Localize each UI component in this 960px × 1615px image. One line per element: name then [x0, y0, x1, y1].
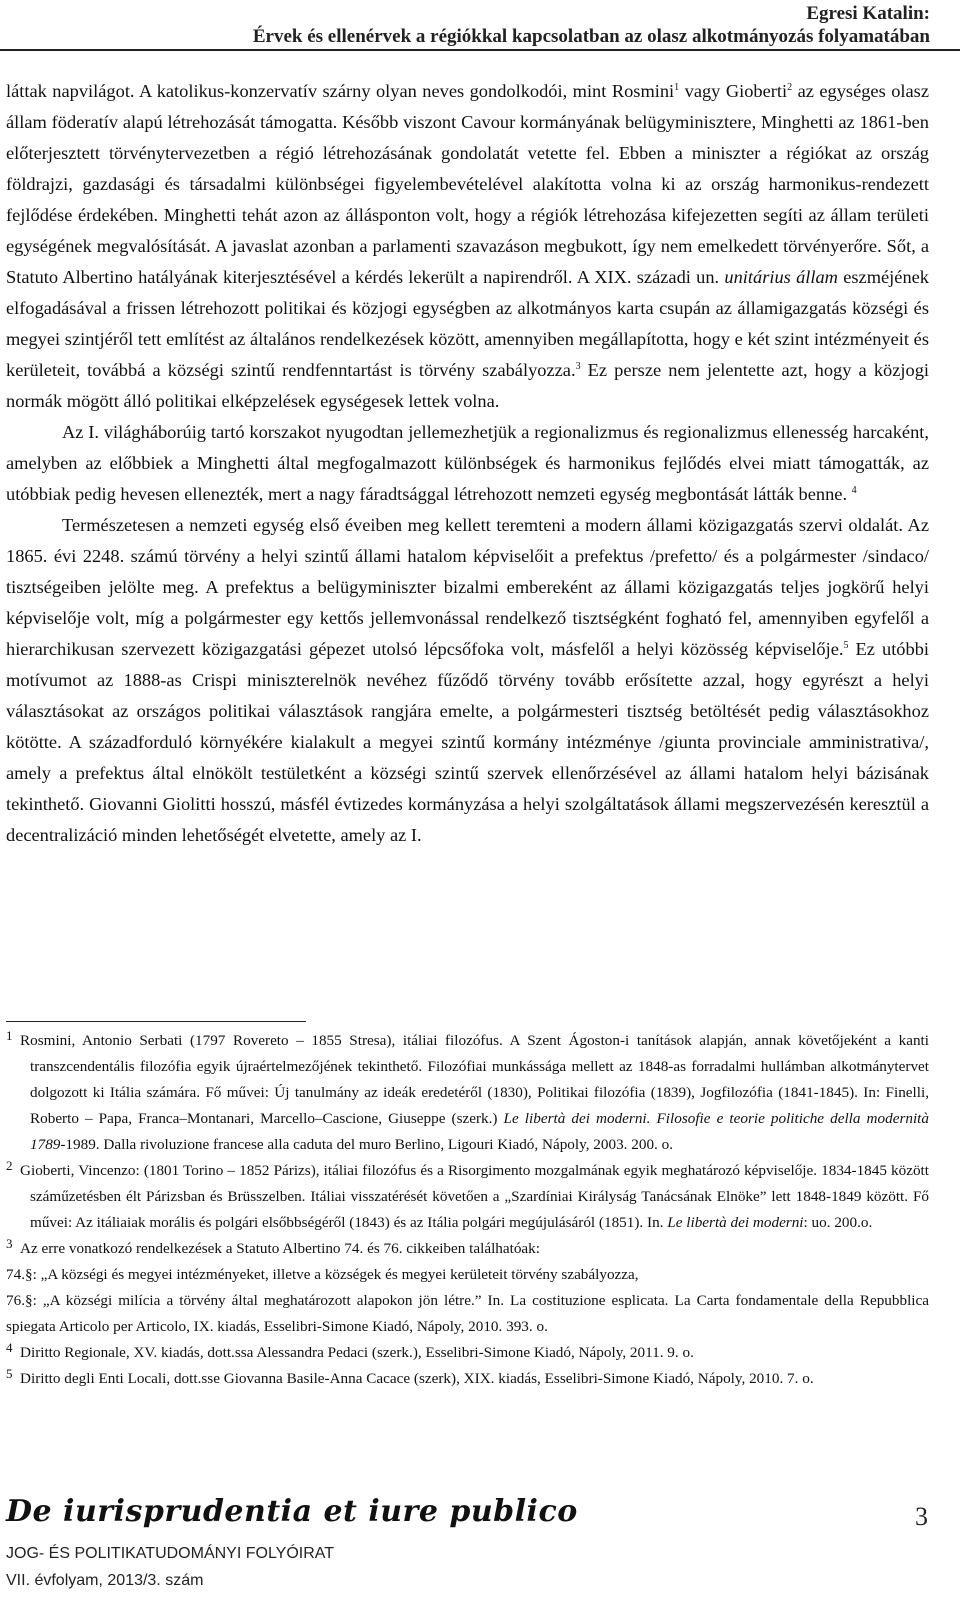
text-span: Rosmini, Antonio Serbati (1797 Rovereto – 1855 Stresa), itáliai filozófus. A Szent Ágoston-i tanítások alapján, annak követőjeként a kanti transzcendentális filozófia egyik újraértelmezőjének tekinthető. Filozófiai munkássága mellett az 1848-as forradalmi hullámban alkotmánytervet dolgozott ki Itália számára. Fő művei: Új tanulmány az ideák eredetéről (1830), Politikai filozófia (1839), Jogfilozófia (1841-1845). In: Finelli, Roberto – Papa, Franca–Montanari, Marcello–Cascione, Giuseppe (szerk.)	[20, 1032, 929, 1127]
header-author: Egresi Katalin:	[806, 3, 930, 24]
journal-issue: VII. évfolyam, 2013/3. szám	[6, 1572, 204, 1589]
main-text	[6, 76, 929, 851]
text-span: Diritto degli Enti Locali, dott.sse Giovanna Basile-Anna Cacace (szerk), XIX. kiadás, Esselibri-Simone Kiadó, Nápoly, 2010. 7. o.	[20, 1370, 814, 1387]
footnote-ref-5[interactable]: 5	[843, 640, 849, 651]
footnote-1: 1 Rosmini, Antonio Serbati (1797 Rovereto – 1855 Stresa), itáliai filozófus. A Szent Ágoston-i tanítások alapján, annak követőjeként a kanti transzcendentális filozófia egyik újraértelmezőjének tekinthető. Filozófiai munkássága mellett az 1848-as forradalmi hullámban alkotmánytervet dolgozott ki Itália számára. Fő művei: Új tanulmány az ideák eredetéről (1830), Politikai filozófia (1839), Jogfilozófia (1841-1845). In: Finelli, Roberto – Papa, Franca–Montanari, Marcello–Cascione, Giuseppe (szerk.) Le libertà dei moderni. Filosofie e teorie politiche della modernità 1789-1989. Dalla rivoluzione francese alla caduta del muro Berlino, Ligouri Kiadó, Nápoly, 2003. 200. o.	[6, 1028, 929, 1153]
footnote-ref-3[interactable]: 3	[575, 361, 581, 372]
footnote-4: 4 Diritto Regionale, XV. kiadás, dott.ssa Alessandra Pedaci (szerk.), Esselibri-Simone Kiadó, Nápoly, 2011. 9. o.	[6, 1340, 694, 1361]
page-number: 3	[915, 1502, 928, 1531]
footnote-separator	[6, 1021, 306, 1022]
running-header	[253, 2, 930, 48]
text-span: : uo. 200.o.	[803, 1214, 873, 1231]
paragraph-3	[6, 510, 929, 851]
journal-logo: De iurisprudentia et iure publico	[6, 1494, 578, 1529]
emphasis: unitárius állam	[724, 267, 838, 287]
text-span: Az I. világháborúig tartó korszakot nyugodtan jellemezhetjük a regionalizmus és regionalizmus ellenesség harcaként, amelyben az előbbiek a Minghetti által megfogalmazott különbségek és harmonikus fejlődés elvei miatt támogatták, az utóbbiak pedig hevesen ellenezték, mert a nagy fáradtsággal létrehozott nemzeti egység megbontását látták benne.	[6, 422, 929, 504]
text-span: Ez utóbbi motívumot az 1888-as Crispi miniszterelnök nevéhez fűződő törvény tovább erősítette azzal, hogy egyrészt a helyi választásokat az országos politikai választások rangjára emelte, a polgármesteri tisztség betöltését pedig választásokhoz kötötte. A századforduló környékére kialakult a megyei szintű kormány intézménye /giunta provinciale amministrativa/, amely a prefektus által elnökölt testületként a községi szintű szervek ellenőrzésével az állami hatalom helyi bázisának tekinthető. Giovanni Giolitti hosszú, másfél évtizedes kormányzása a helyi szolgáltatások állami megszervezésén keresztül a decentralizáció minden lehetőségét elvetette, amely az I.	[6, 639, 929, 845]
journal-name: JOG- ÉS POLITIKATUDOMÁNYI FOLYÓIRAT	[6, 1545, 335, 1562]
text-span: láttak napvilágot. A katolikus-konzervatív szárny olyan neves gondolkodói, mint Rosmini	[6, 81, 675, 101]
header-rule	[0, 49, 960, 51]
paragraph-2	[6, 417, 929, 510]
footnote-2: 2 Gioberti, Vincenzo: (1801 Torino – 1852 Párizs), itáliai filozófus és a Risorgimento mozgalmának egyik meghatározó képviselője. 1834-1845 között száműzetésben élt Párizsban és Brüsszelben. Itáliai visszatérését követően a „Szardíniai Királyság Tanácsának Elnöke” lett 1848-1849 között. Fő művei: Az itáliaiak morális és polgári elsőbbségéről (1843) és az Itália polgári megújulásáról (1851). In. Le libertà dei moderni: uo. 200.o.	[6, 1158, 929, 1231]
footnote-3-item-74: 74.§: „A községi és megyei intézményeket, illetve a községek és megyei kerületeit törvény szabályozza,	[6, 1266, 639, 1283]
text-span: -1989. Dalla rivoluzione francese alla caduta del muro Berlino, Ligouri Kiadó, Nápoly, 2003. 200. o.	[60, 1136, 674, 1153]
header-title: Érvek és ellenérvek a régiókkal kapcsolatban az olasz alkotmányozás folyamatában	[252, 26, 930, 47]
footnotes	[6, 1028, 929, 1392]
emphasis: Le libertà dei moderni	[667, 1214, 804, 1231]
text-span: eszméjének elfogadásával a frissen létrehozott politikai és közjogi egységben az alkotmányos karta csupán az államigazgatás községi és megyei szintjéről tett említést az általános rendelkezések között, amennyiben megállapította, hogy e két szint intézményeit és kerületeit, továbbá a községi szintű rendfenntartást is törvény szabályozza.	[6, 267, 929, 380]
text-span: az egységes olasz állam föderatív alapú létrehozását támogatta. Később viszont Cavour kormányának belügyminisztere, Minghetti az 1861-ben előterjesztett törvénytervezetben a régió létrehozásának gondolatát vetette fel. Ebben a miniszter a régiókat az ország földrajzi, gazdasági és társadalmi különbségei figyelembevételével alakította volna ki az ország harmonikus-rendezett fejlődése érdekében. Minghetti tehát azon az állásponton volt, hogy a régiók létrehozása kifejezetten segíti az állam területi egységének megvalósítását. A javaslat azonban a parlamenti szavazáson megbukott, így nem emelkedett törvényerőre. Sőt, a Statuto Albertino hatályának kiterjesztésével a kérdés lekerült a napirendről. A XIX. századi un.	[6, 81, 929, 287]
paragraph-1	[6, 76, 929, 417]
text-span: Ez persze nem jelentette azt, hogy a közjogi normák mögött álló politikai elképzelések egységesek lettek volna.	[6, 360, 929, 411]
emphasis: Le libertà dei moderni. Filosofie e teorie politiche della modernità 1789	[30, 1110, 929, 1153]
footnote-ref-2[interactable]: 2	[787, 82, 793, 93]
footnote-ref-4[interactable]: 4	[851, 485, 857, 496]
footnote-ref-1[interactable]: 1	[674, 82, 680, 93]
footnote-5: 5 Diritto degli Enti Locali, dott.sse Giovanna Basile-Anna Cacace (szerk), XIX. kiadás, Esselibri-Simone Kiadó, Nápoly, 2010. 7. o.	[6, 1366, 814, 1387]
text-span: Természetesen a nemzeti egység első éveiben meg kellett teremteni a modern állami közigazgatás szervi oldalát. Az 1865. évi 2248. számú törvény a helyi szintű állami hatalom képviselőit a prefektus /prefetto/ és a polgármester /sindaco/ tisztségeiben jelölte meg. A prefektus a belügyminiszter bizalmi embereként az állami közigazgatás teljes jogkörű helyi képviselője volt, míg a polgármester egy kettős jellemvonással rendelkező tisztségként fogható fel, amennyiben egyfelől a hierarchikusan szervezett közigazgatási gépezet utolsó lépcsőfoka volt, másfelől a helyi közösség képviselője.	[6, 515, 929, 659]
text-span: Gioberti, Vincenzo: (1801 Torino – 1852 Párizs), itáliai filozófus és a Risorgimento mozgalmának egyik meghatározó képviselője. 1834-1845 között száműzetésben élt Párizsban és Brüsszelben. Itáliai visszatérését követően a „Szardíniai Királyság Tanácsának Elnöke” lett 1848-1849 között. Fő művei: Az itáliaiak morális és polgári elsőbbségéről (1843) és az Itália polgári megújulásáról (1851). In.	[20, 1162, 929, 1231]
text-span: Diritto Regionale, XV. kiadás, dott.ssa Alessandra Pedaci (szerk.), Esselibri-Simone Kiadó, Nápoly, 2011. 9. o.	[20, 1344, 694, 1361]
text-span: Az erre vonatkozó rendelkezések a Statuto Albertino 74. és 76. cikkeiben találhatóak:	[20, 1240, 540, 1257]
text-span: vagy Gioberti	[679, 81, 788, 101]
footnote-3: 3 Az erre vonatkozó rendelkezések a Statuto Albertino 74. és 76. cikkeiben találhatóak:	[6, 1236, 540, 1257]
footnote-3-item-76: 76.§: „A községi milícia a törvény által meghatározott alapokon jön létre.” In. La costituzione esplicata. La Carta fondamentale della Repubblica spiegata Articolo per Articolo, IX. kiadás, Esselibri-Simone Kiadó, Nápoly, 2010. 393. o.	[6, 1292, 929, 1335]
